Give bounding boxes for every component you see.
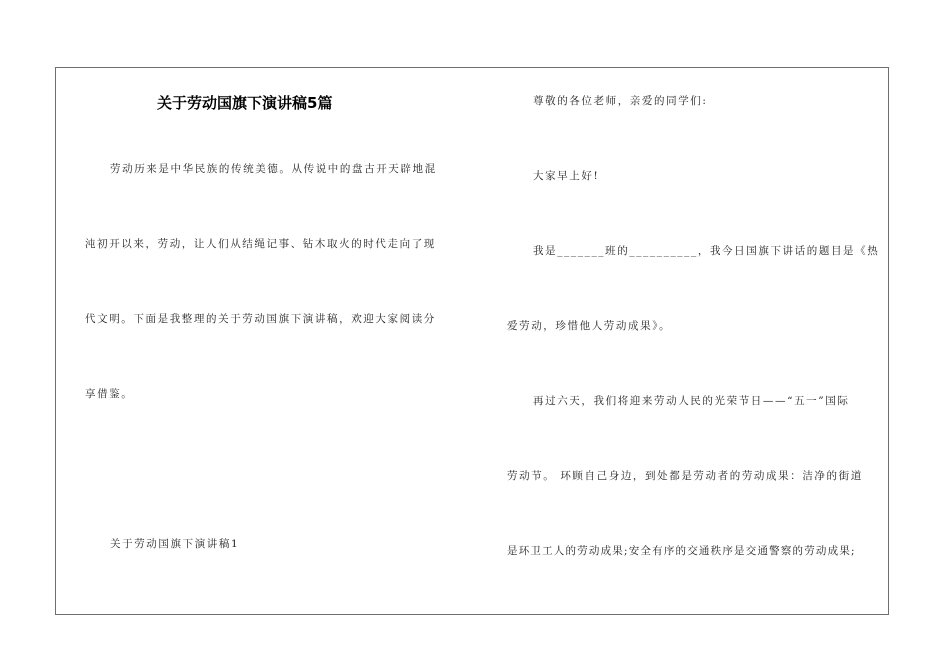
paragraph-line: 沌初开以来，劳动，让人们从结绳记事、钻木取火的时代走向了现 [85, 238, 436, 250]
paragraph-line: 是环卫工人的劳动成果;安全有序的交通秩序是交通警察的劳动成果; [507, 545, 856, 557]
paragraph-line: 劳动节。 环顾自己身边，到处都是劳动者的劳动成果：洁净的街道 [507, 470, 863, 482]
document-title: 关于劳动国旗下演讲稿5篇 [157, 94, 333, 112]
paragraph-line: 代文明。下面是我整理的关于劳动国旗下演讲稿，欢迎大家阅读分 [85, 313, 436, 325]
paragraph-line: 爱劳动，珍惜他人劳动成果》。 [507, 320, 672, 332]
paragraph-line: 再过六天，我们将迎来劳动人民的光荣节日——“五一”国际 [533, 395, 850, 407]
section-heading: 关于劳动国旗下演讲稿1 [110, 538, 240, 550]
paragraph-line: 我是_______班的__________，我今日国旗下讲话的题目是《热 [533, 245, 880, 257]
paragraph-line: 大家早上好! [533, 170, 600, 182]
paragraph-line: 劳动历来是中华民族的传统美德。从传说中的盘古开天辟地混 [110, 163, 437, 175]
document-page [55, 67, 889, 615]
paragraph-line: 享借鉴。 [85, 388, 134, 400]
greeting-line: 尊敬的各位老师，亲爱的同学们: [533, 95, 708, 107]
